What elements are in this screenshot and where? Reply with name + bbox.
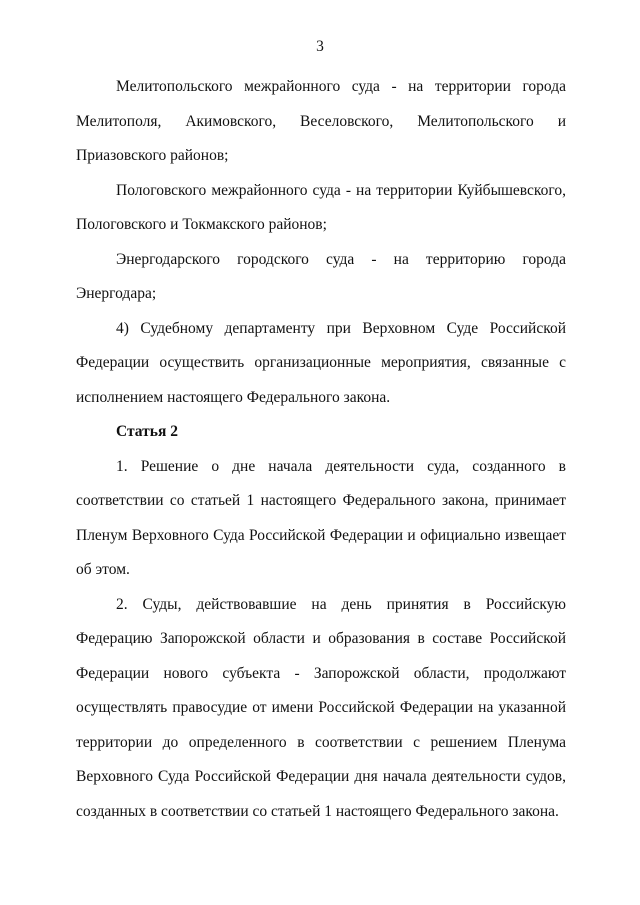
document-body [76, 70, 566, 829]
paragraph-energodar-court: Энергодарского городского суда - на территорию города Энергодара; [76, 250, 566, 302]
article-2-heading: Статья 2 [116, 423, 178, 440]
paragraph-melitopol-court: Мелитопольского межрайонного суда - на территории города Мелитополя, Акимовского, Веселовского, Мелитопольского и Приазовского районов; [76, 78, 566, 164]
paragraph-judicial-department: 4) Судебному департаменту при Верховном Суде Российской Федерации осуществить организационные мероприятия, связанные с исполнением настоящего Федерального закона. [76, 319, 566, 406]
article-2-paragraph-1: 1. Решение о дне начала деятельности суда, созданного в соответствии со статьей 1 настоящего Федерального закона, принимает Пленум Верховного Суда Российской Федерации и официально извещает об этом. [76, 457, 566, 578]
paragraph-pologi-court: Пологовского межрайонного суда - на территории Куйбышевского, Пологовского и Токмакского районов; [76, 181, 566, 233]
page-number: 3 [316, 38, 324, 55]
article-2-paragraph-2: 2. Суды, действовавшие на день принятия в Российскую Федерацию Запорожской области и образования в составе Российской Федерации нового субъекта - Запорожской области, продолжают осуществлять правосудие от имени Российской Федерации на указанной территории до определенного в соответствии с решением Пленума Верховного Суда Российской Федерации дня начала деятельности судов, созданных в соответствии со статьей 1 настоящего Федерального закона. [76, 595, 566, 820]
